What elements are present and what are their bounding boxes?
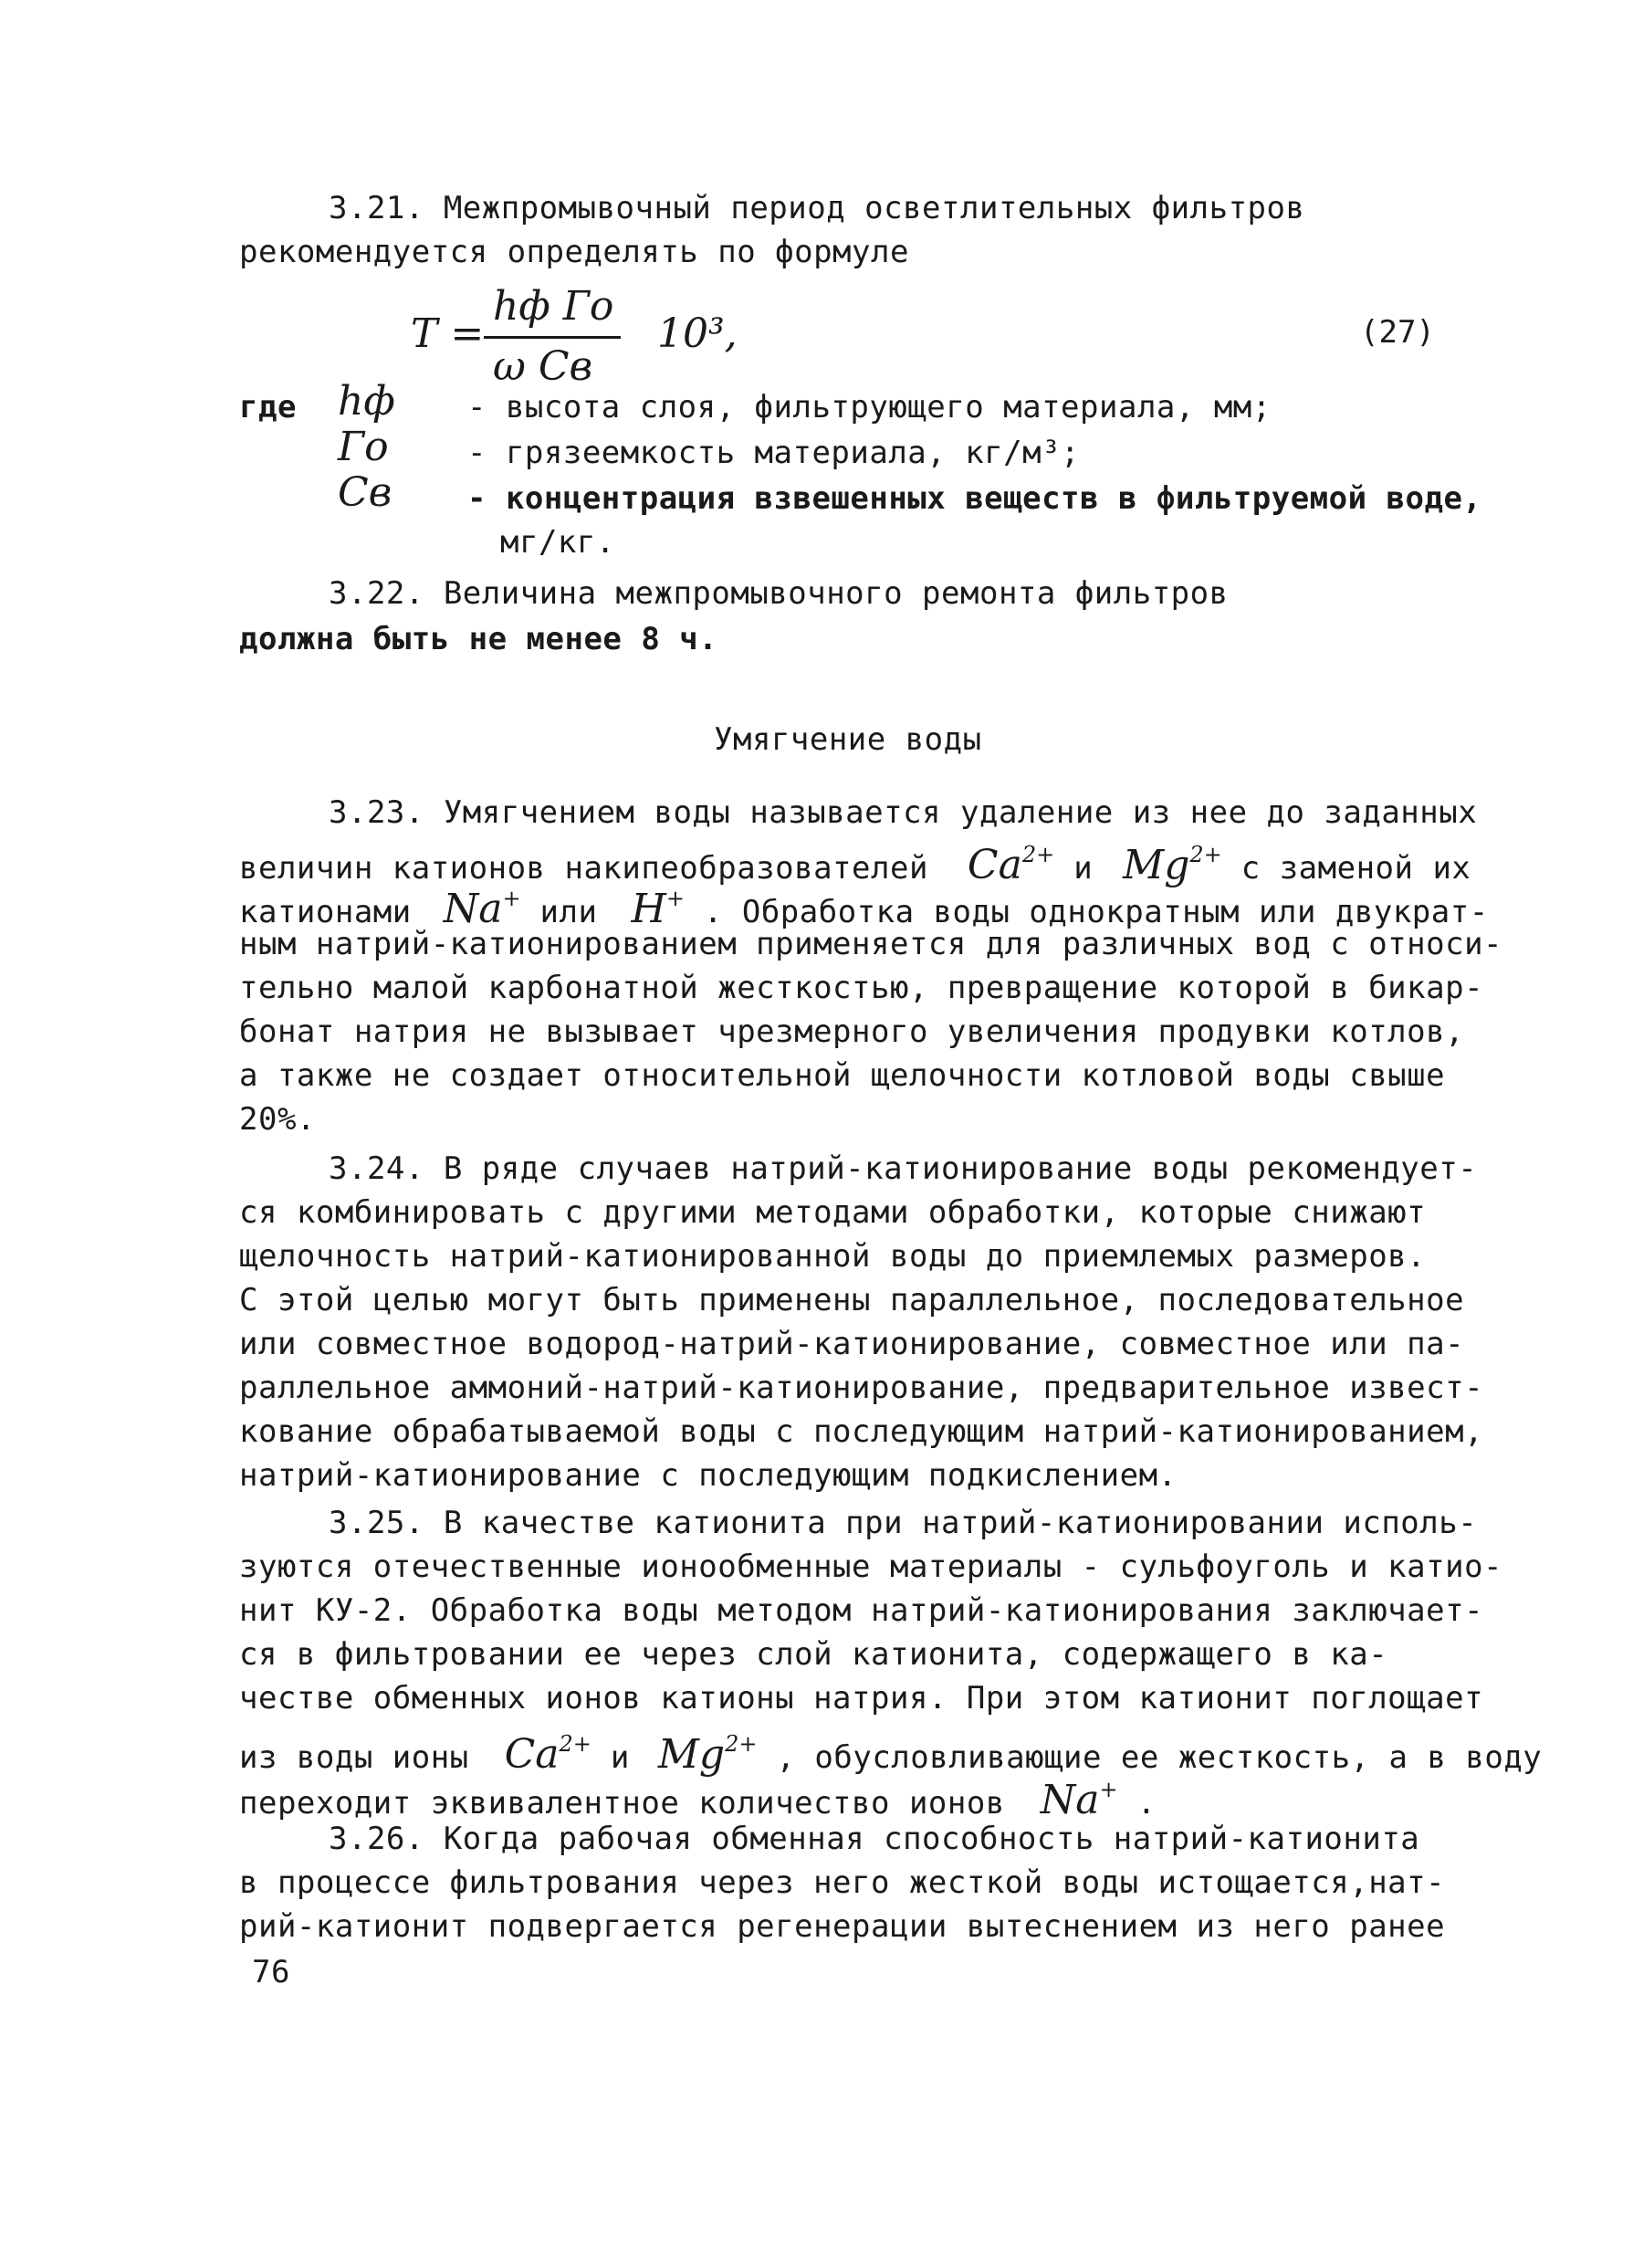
s323-line-2 [239, 836, 1471, 887]
s325-line-1: 3.25. В качестве катионита при натрий-катионировании исполь- [329, 1505, 1478, 1541]
legend-text-c-cont: мг/кг. [500, 524, 615, 561]
conj-and: и [1073, 850, 1094, 887]
s324-line-6: раллельное аммоний-натрий-катионирование, предварительное извест- [239, 1370, 1484, 1406]
legend-text-h: - высота слоя, фильтрующего материала, мм; [467, 389, 1272, 425]
ion-na-symbol: Na [443, 886, 503, 932]
s324-line-2: ся комбинировать с другими методами обработки, которые снижают [239, 1194, 1427, 1231]
s325-line-7-text: переходит эквивалентное количество ионов [239, 1785, 1005, 1822]
s324-line-5: или совместное водород-натрий-катионирование, совместное или па- [239, 1326, 1465, 1362]
s323-line-2-text: величин катионов накипеобразователей [239, 850, 928, 887]
ion-ca-charge: 2+ [1021, 842, 1055, 867]
page-number: 76 [252, 1954, 290, 1990]
section-3-22-line-2: должна быть не менее 8 ч. [239, 621, 718, 657]
ion-ca-2-charge: 2+ [559, 1731, 591, 1757]
ion-na-2-charge: + [1099, 1777, 1118, 1802]
formula-27 [393, 274, 1579, 393]
legend-symbol-h: hф [338, 378, 395, 425]
s324-line-7: кование обрабатываемой воды с последующим натрий-катионированием, [239, 1413, 1484, 1450]
section-heading: Умягчение воды [714, 721, 982, 758]
legend-text-c: - концентрация взвешенных веществ в фильтруемой воде, [467, 480, 1482, 517]
conj-and-2: и [610, 1739, 630, 1776]
ion-mg-2-charge: 2+ [725, 1731, 758, 1757]
s323-line-7: а также не создает относительной щелочности котловой воды свыше [239, 1057, 1446, 1094]
formula-denominator: ω Cв [493, 343, 593, 390]
section-3-22-line-1: 3.22. Величина межпромывочного ремонта фильтров [329, 575, 1229, 612]
ion-ca-2-symbol: Ca [504, 1731, 560, 1778]
s325-line-6-end: , обусловливающие ее жесткость, а в воду [776, 1739, 1543, 1776]
formula-numerator: hф Го [493, 283, 614, 330]
s323-line-8: 20%. [239, 1101, 316, 1138]
s326-line-2: в процессе фильтрования через него жесткой воды истощается,нат- [239, 1864, 1446, 1901]
conj-or: или [539, 894, 598, 930]
ion-mg-2-symbol: Mg [657, 1731, 726, 1778]
s323-line-3 [239, 880, 1489, 930]
ion-na-2-symbol: Na [1040, 1777, 1100, 1823]
formula-lhs: T = [411, 310, 485, 357]
s325-line-7-end: . [1136, 1785, 1157, 1822]
s324-line-3: щелочность натрий-катионированной воды до приемлемых размеров. [239, 1238, 1427, 1275]
s323-line-4: ным натрий-катионированием применяется для различных вод с относи- [239, 926, 1503, 962]
s325-line-6-text: из воды ионы [239, 1739, 469, 1776]
section-3-21-line-1: 3.21. Межпромывочный период осветлительных фильтров [329, 190, 1305, 226]
ion-h-charge: + [665, 886, 685, 911]
legend-text-g: - грязеемкость материала, кг/м³; [467, 435, 1081, 471]
section-3-21-line-2: рекомендуется определять по формуле [239, 234, 909, 270]
equation-number: (27) [1360, 314, 1435, 351]
s325-line-6 [239, 1726, 1542, 1776]
s325-line-4: ся в фильтровании ее через слой катионита, содержащего в ка- [239, 1636, 1388, 1673]
s323-line-5: тельно малой карбонатной жесткостью, превращение которой в бикар- [239, 970, 1484, 1006]
s323-line-6: бонат натрия не вызывает чрезмерного увеличения продувки котлов, [239, 1013, 1465, 1050]
s325-line-2: зуются отечественные ионообменные материалы - сульфоуголь и катио- [239, 1549, 1503, 1585]
ion-h-symbol: H [631, 886, 666, 932]
s324-line-1: 3.24. В ряде случаев натрий-катионирование воды рекомендует- [329, 1150, 1478, 1187]
s323-line-3-end: . Обработка воды однократным или двукрат- [703, 894, 1489, 930]
ion-na-charge: + [502, 886, 521, 911]
s323-line-1: 3.23. Умягчением воды называется удаление из нее до заданных [329, 794, 1478, 831]
legend-symbol-c: Cв [338, 469, 393, 516]
ion-mg-symbol: Mg [1123, 842, 1190, 888]
legend-symbol-g: Го [338, 424, 389, 470]
s325-line-5: честве обменных ионов катионы натрия. При этом катионит поглощает [239, 1680, 1484, 1717]
s326-line-1: 3.26. Когда рабочая обменная способность натрий-катионита [329, 1821, 1420, 1857]
s325-line-7 [239, 1771, 1157, 1822]
s324-line-4: С этой целью могут быть применены параллельное, последовательное [239, 1282, 1465, 1318]
fraction-bar [484, 336, 621, 339]
ion-ca-symbol: Ca [967, 842, 1022, 888]
formula-multiplier: 10³, [657, 310, 738, 357]
ion-na-2 [1041, 1777, 1118, 1823]
s323-line-3-text: катионами [239, 894, 412, 930]
s325-line-3: нит КУ-2. Обработка воды методом натрий-катионирования заключает- [239, 1592, 1484, 1629]
legend-where: где [239, 389, 297, 425]
ion-mg-charge: 2+ [1189, 842, 1222, 867]
s323-line-2-end: с заменой их [1240, 850, 1471, 887]
s324-line-8: натрий-катионирование с последующим подкислением. [239, 1457, 1178, 1494]
s326-line-3: рий-катионит подвергается регенерации вытеснением из него ранее [239, 1908, 1446, 1945]
